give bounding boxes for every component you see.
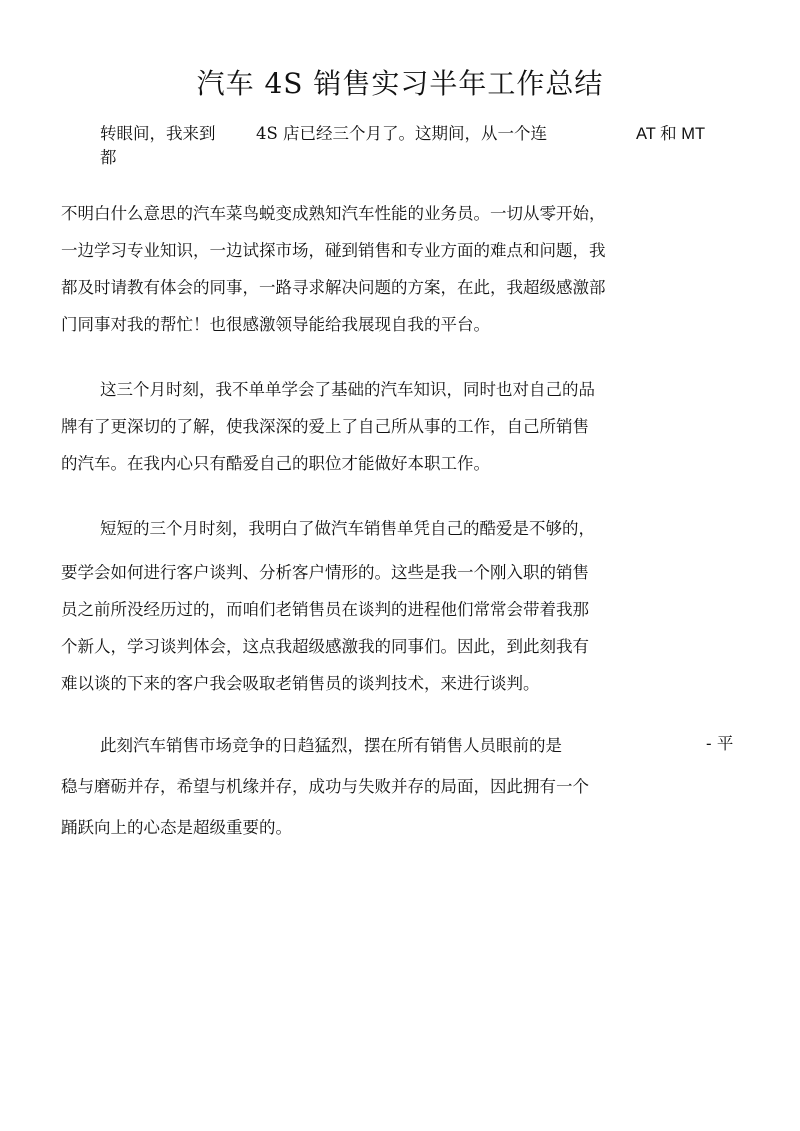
paragraph-3-line: 个新人，学习谈判体会，这点我超级感激我的同事们。因此，到此刻我有 <box>61 637 589 656</box>
paragraph-1-line: 门同事对我的帮忙！也很感激领导能给我展现自我的平台。 <box>61 315 490 334</box>
paragraph-3-line: 员之前所没经历过的，而咱们老销售员在谈判的进程他们常常会带着我那 <box>61 600 589 619</box>
paragraph-1-segment-2: 4S 店已经三个月了。这期间，从一个连 <box>256 124 548 143</box>
paragraph-4-line: 稳与磨砺并存，希望与机缘并存，成功与失败并存的局面，因此拥有一个 <box>61 777 589 796</box>
paragraph-4-line: 踊跃向上的心态是超级重要的。 <box>61 818 292 837</box>
paragraph-1-segment-3: AT 和 MT <box>636 125 706 143</box>
paragraph-1-segment-1: 转眼间，我来到 <box>100 124 216 143</box>
paragraph-1-segment-4: 都 <box>100 148 117 167</box>
paragraph-3-line: 要学会如何进行客户谈判、分析客户情形的。这些是我一个刚入职的销售 <box>61 563 589 582</box>
document-title: 汽车 4S 销售实习半年工作总结 <box>196 67 604 100</box>
paragraph-4-line-tail: - 平 <box>706 734 734 753</box>
paragraph-3-line: 短短的三个月时刻，我明白了做汽车销售单凭自己的酷爱是不够的， <box>100 519 595 538</box>
paragraph-2-line: 这三个月时刻，我不单单学会了基础的汽车知识，同时也对自己的品 <box>100 380 595 399</box>
paragraph-2-line: 牌有了更深切的了解，使我深深的爱上了自己所从事的工作，自己所销售 <box>61 417 589 436</box>
paragraph-1-line: 不明白什么意思的汽车菜鸟蜕变成熟知汽车性能的业务员。一切从零开始， <box>61 204 606 223</box>
paragraph-1-line: 都及时请教有体会的同事，一路寻求解决问题的方案，在此，我超级感激部 <box>61 278 606 297</box>
paragraph-2-line: 的汽车。在我内心只有酷爱自己的职位才能做好本职工作。 <box>61 454 490 473</box>
paragraph-1-line: 一边学习专业知识，一边试探市场，碰到销售和专业方面的难点和问题，我 <box>61 241 606 260</box>
paragraph-4-line: 此刻汽车销售市场竞争的日趋猛烈，摆在所有销售人员眼前的是 <box>100 736 562 755</box>
paragraph-3-line: 难以谈的下来的客户我会吸取老销售员的谈判技术，来进行谈判。 <box>61 674 540 693</box>
